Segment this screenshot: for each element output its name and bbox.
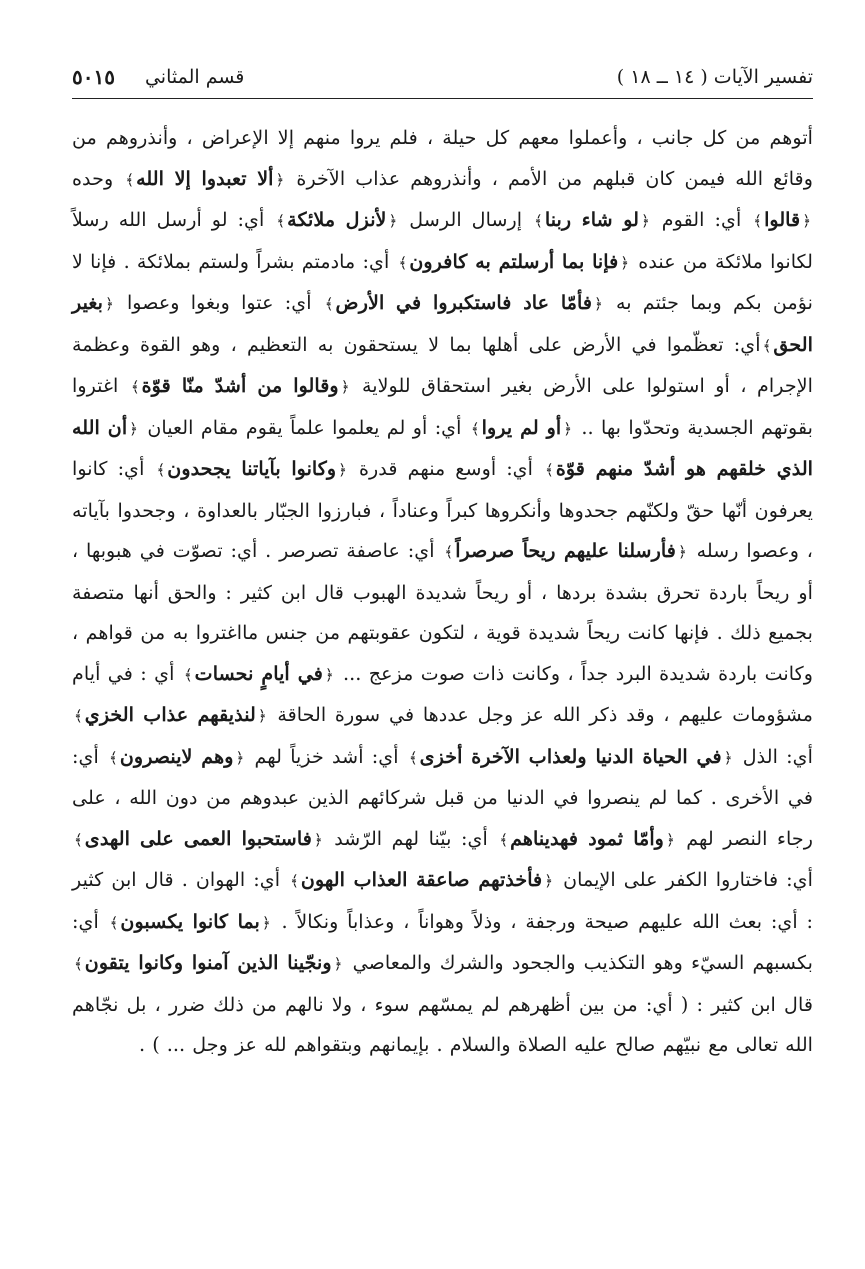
ornate-bracket-open-icon: ﴿ [104,295,114,313]
quran-verse-quote [129,374,352,397]
text-segment: أي: في الأخرى . كما لم ينصروا في الدنيا من قبل شركائهم الذين عبدوهم من دون الله ، على رجاء النصر لهم [72,744,813,850]
quran-verse-quote [497,827,676,850]
verse-text: وأمّا ثمود فهديناهم [510,826,664,850]
ornate-bracket-open-icon: ﴿ [338,461,347,479]
quran-verse-quote [274,208,399,231]
quran-verse-quote [108,910,273,933]
ornate-bracket-open-icon: ﴿ [665,830,675,849]
verse-text: بغير الحق [72,291,813,356]
part-label: قسم المثاني [144,66,245,88]
ornate-bracket-open-icon: ﴿ [275,170,285,189]
ornate-bracket-close-icon: ﴾ [109,748,118,767]
verse-text: فأخذتهم صاعقة العذاب الهون [300,868,543,891]
quran-verse-quote [107,745,246,768]
verse-text: فاستحبوا العمى على الهدى [84,826,312,850]
ornate-bracket-open-icon: ﴿ [620,253,630,272]
ornate-bracket-close-icon: ﴾ [183,665,193,684]
text-segment: وحده [72,166,124,190]
ornate-bracket-close-icon: ﴾ [753,212,763,230]
text-segment: أي: أو لم يعلموا علماً يقوم مقام العيان [139,415,469,439]
ornate-bracket-close-icon: ﴾ [290,872,299,890]
ornate-bracket-close-icon: ﴾ [408,748,418,767]
text-segment: أي: الهوان . قال ابن كثير : أي: بعث الله عليهم صيحة ورجفة ، وذلاً وهواناً ، وعذاباً ونكالاً . [72,868,813,933]
text-segment: قال ابن كثير : ( أي: من بين أظهرهم لم يمسّهم سوء ، ولا نالهم من ذلك ضرر ، بل نجّاهم الله تعالى مع نبيّهم صالح عليه الصلاة والسلام . بإيمانهم وبتقواهم لله عز وجل ... ) . [72,992,813,1056]
ornate-bracket-open-icon: ﴿ [594,295,603,313]
quran-verse-quote [154,457,349,480]
ornate-bracket-close-icon: ﴾ [74,955,83,973]
verse-text: قالوا [764,208,801,231]
verse-text: بما كانوا يكسبون [120,909,260,933]
text-segment: أي: القوم [651,208,752,231]
ornate-bracket-open-icon: ﴿ [563,419,573,438]
ornate-bracket-open-icon: ﴿ [235,748,245,767]
verse-text: وكانوا بآياتنا يجحدون [167,457,337,480]
verse-text: لأنزل ملائكة [287,208,387,231]
ornate-bracket-close-icon: ﴾ [74,830,83,849]
ornate-bracket-close-icon: ﴾ [324,295,334,313]
text-segment: أي: أشد خزياً لهم [246,744,407,768]
verse-text: أو لم يروا [481,415,562,439]
ornate-bracket-close-icon: ﴾ [74,707,83,725]
text-segment: اغتروا بقوتهم الجسدية وتحدّوا بها .. [72,374,814,439]
ornate-bracket-open-icon: ﴿ [257,707,267,725]
verse-text: أن الله الذي خلقهم هو أشدّ منهم قوّة [72,415,813,480]
verse-text: وقالوا من أشدّ منّا قوّة [141,374,339,397]
ornate-bracket-open-icon: ﴿ [129,419,138,438]
text-segment: أي: عاصفة تصرصر . أي: تصوّت في هبوبها ، أو ريحاً باردة تحرق بشدة بردها ، أو ريحاً شديدة الهبوب قال ابن كثير : والحق أنها متصفة بجميع ذلك . فإنها كانت ريحاً شديدة قوية ، لتكون عقوبتهم من جنس مااغتروا به من قواهم ، وكانت باردة شديدة البرد جداً ، وكانت ذات صوت مزعج ... [72,539,813,685]
ornate-bracket-close-icon: ﴾ [109,913,119,932]
quran-verse-quote [182,662,336,685]
header-left-group [72,65,244,89]
page-header [72,58,813,96]
page-number: ٥٠١٥ [72,65,115,89]
verse-text: فأمّا عاد فاستكبروا في الأرض [335,291,592,314]
verse-text: فأرسلنا عليهم ريحاً صرصراً [455,539,676,562]
verse-text: في الحياة الدنيا ولعذاب الآخرة أخزى [419,744,722,768]
ornate-bracket-close-icon: ﴾ [545,461,554,479]
ornate-bracket-open-icon: ﴿ [333,955,343,973]
text-segment: أي : في أيام مشؤومات عليهم ، وقد ذكر الله عز وجل عددها في سورة الحاقة [72,661,813,726]
ornate-bracket-close-icon: ﴾ [130,378,140,396]
quran-verse-quote [469,416,574,439]
ornate-bracket-close-icon: ﴾ [156,461,166,479]
quran-verse-quote [72,827,325,850]
ornate-bracket-open-icon: ﴿ [313,830,323,849]
quran-verse-quote [323,291,605,314]
verse-text: وهم لاينصرون [119,744,234,768]
ornate-bracket-open-icon: ﴿ [388,212,398,230]
verse-text: ونجّينا الذين آمنوا وكانوا يتقون [84,951,332,974]
text-segment: أي: بكسبهم السيّء وهو التكذيب والجحود والشرك والمعاصي [72,909,813,974]
quran-verse-quote [407,745,735,768]
ornate-bracket-close-icon: ﴾ [444,543,454,561]
text-segment: أي: مادمتم بشراً ولستم بملائكة . فإنا لا نؤمن بكم وبما جئتم به [72,249,813,314]
header-divider [72,98,813,99]
ornate-bracket-open-icon: ﴿ [677,543,687,561]
quran-verse-quote [72,951,344,974]
quran-verse-quote [123,167,286,190]
verse-text: في أيامٍ نحسات [194,661,323,685]
section-title: تفسير الآيات ( ١٤ ــ ١٨ ) [616,66,813,88]
text-segment: أي: عتوا وبغوا وعصوا [115,291,323,314]
ornate-bracket-open-icon: ﴿ [340,378,350,396]
ornate-bracket-close-icon: ﴾ [499,830,509,849]
ornate-bracket-open-icon: ﴿ [544,872,554,890]
text-segment: أي: كانوا يعرفون أنّها حقّ ولكنّهم جحدوها وأنكروها كبراً وعناداً ، فبارزوا الجبّار بالعداوة ، وجحدوا بآياته ، وعصوا رسله [72,457,814,562]
commentary-text [72,118,813,1066]
text-segment: أي: تعظّموا في الأرض على أهلها بما لا يستحقون به التعظيم ، وهو القوة وعظمة الإجرام ، أو استولوا على الأرض بغير استحقاق للولاية [72,332,813,397]
quran-verse-quote [532,208,652,231]
commentary-paragraph [72,118,813,1066]
text-segment: أي: لو أرسل الله رسلاً لكانوا ملائكة من عنده [72,208,814,273]
text-segment: أي: أوسع منهم قدرة [348,457,544,480]
ornate-bracket-close-icon: ﴾ [276,212,286,230]
ornate-bracket-close-icon: ﴾ [762,336,772,355]
ornate-bracket-close-icon: ﴾ [470,419,480,438]
text-segment: أي: بيّنا لهم الرّشد [324,826,498,850]
ornate-bracket-open-icon: ﴿ [261,913,271,932]
ornate-bracket-open-icon: ﴿ [324,665,334,684]
quran-verse-quote [72,703,269,726]
quran-verse-quote [751,208,813,231]
ornate-bracket-open-icon: ﴿ [802,212,811,230]
ornate-bracket-open-icon: ﴿ [723,748,733,767]
verse-text: فإنا بما أرسلتم به كافرون [409,249,619,273]
text-segment: أي: الذل [734,744,813,768]
text-segment: إرسال الرسل [399,208,533,231]
ornate-bracket-open-icon: ﴿ [641,212,650,230]
quran-verse-quote [442,539,688,562]
quran-verse-quote [397,250,632,273]
ornate-bracket-close-icon: ﴾ [125,170,135,189]
verse-text: ألا تعبدوا إلا الله [136,166,274,190]
text-segment: أتوهم من كل جانب ، وأعملوا معهم كل حيلة ، فلم يروا منهم إلا الإعراض ، وأنذروهم من وقائع الله فيمن كان قبلهم من الأمم ، وأنذروهم عذاب الآخرة [72,126,813,190]
verse-text: لو شاء ربنا [544,208,640,231]
ornate-bracket-close-icon: ﴾ [534,212,543,230]
ornate-bracket-close-icon: ﴾ [398,253,408,272]
text-segment: أي: فاختاروا الكفر على الإيمان [555,868,813,891]
quran-verse-quote [288,868,555,891]
verse-text: لنذيقهم عذاب الخزي [84,703,256,726]
